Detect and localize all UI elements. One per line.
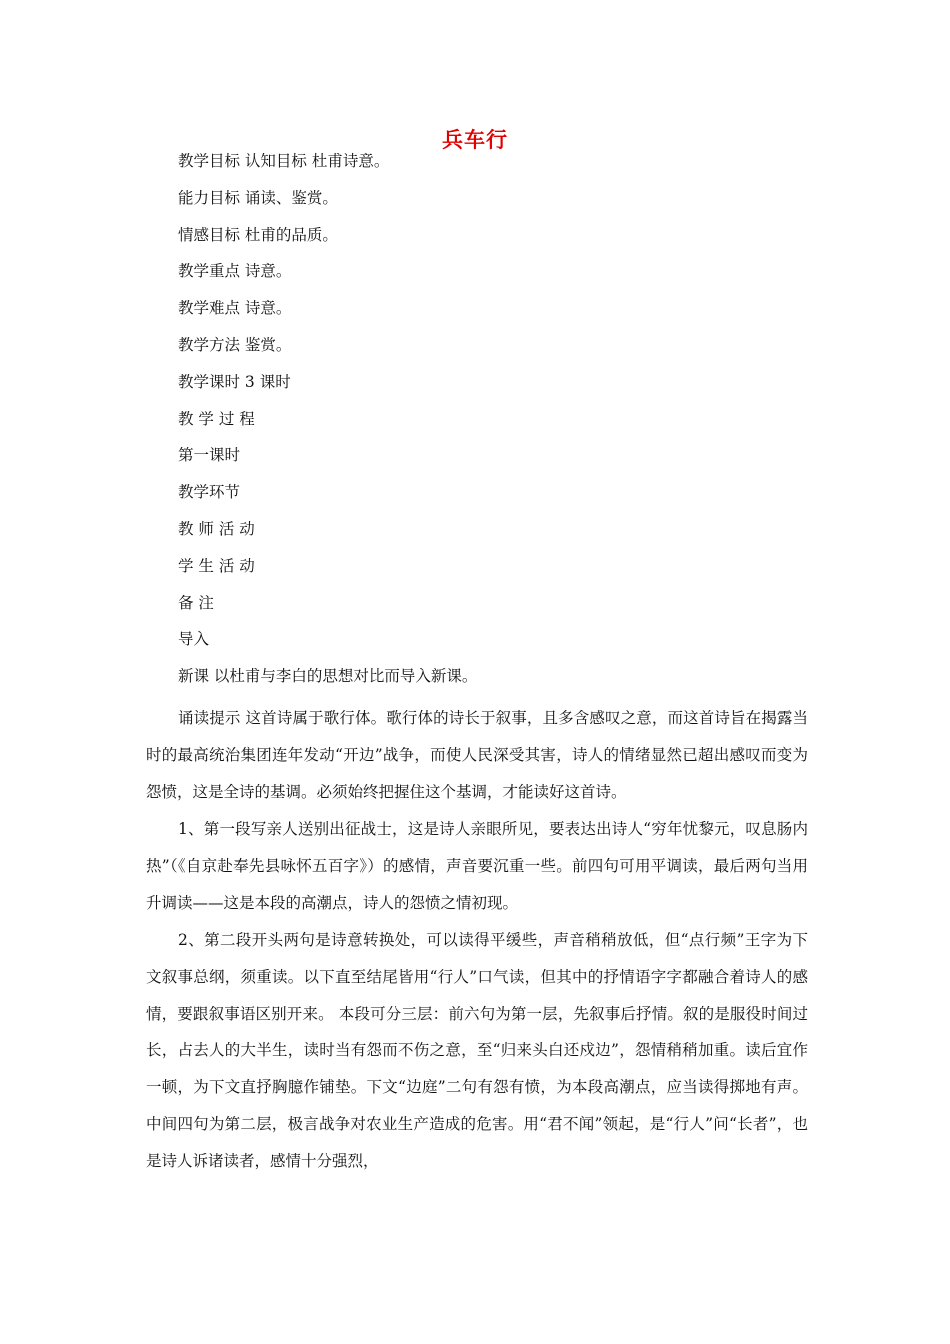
line-emotion-goal: 情感目标 杜甫的品质。 [178, 225, 338, 244]
line-first-lesson: 第一课时 [178, 446, 241, 465]
line-intro: 导入 [178, 630, 210, 649]
line-new-lesson: 新课 以杜甫与李白的思想对比而导入新课。 [178, 667, 478, 686]
line-step: 教学环节 [178, 483, 241, 502]
line-teacher-activity: 教 师 活 动 [178, 519, 255, 538]
line-notes: 备 注 [178, 593, 214, 612]
line-ability-goal: 能力目标 诵读、鉴赏。 [178, 188, 338, 207]
line-student-activity: 学 生 活 动 [178, 556, 255, 575]
paragraph-reading-tips: 诵读提示 这首诗属于歌行体。歌行体的诗长于叙事，且多含感叹之意，而这首诗旨在揭露当时的最高统治集团连年发动“开边”战争，而使人民深受其害，诗人的情绪显然已超出感叹而变为怨愤，这是全诗的基调。必须始终把握住这个基调，才能读好这首诗。 [146, 709, 808, 801]
document-title: 兵车行 [442, 127, 508, 152]
line-method: 教学方法 鉴赏。 [178, 335, 292, 354]
paragraph-section-2: 2、第二段开头两句是诗意转换处，可以读得平缓些，声音稍稍放低，但“点行频”王字为下文叙事总纲，须重读。以下直至结尾皆用“行人”口气读，但其中的抒情语字字都融合着诗人的感情，要跟叙事语区别开来。 本段可分三层：前六句为第一层，先叙事后抒情。叙的是服役时间过长，占去人的大半生，读时当有怨而不伤之意，至“归来头白还戍边”，怨情稍稍加重。读后宜作一顿，为下文直抒胸臆作铺垫。下文“边庭”二句有怨有愤，为本段高潮点，应当读得掷地有声。中间四句为第二层，极言战争对农业生产造成的危害。用“君不闻”领起，是“行人”问“长者”，也是诗人诉诸读者，感情十分强烈， [146, 931, 808, 1170]
paragraph-section-1: 1、第一段写亲人送别出征战士，这是诗人亲眼所见，要表达出诗人“穷年忧黎元，叹息肠内热”（《自京赴奉先县咏怀五百字》）的感情，声音要沉重一些。前四句可用平调读，最后两句当用升调读——这是本段的高潮点，诗人的怨愤之情初现。 [146, 820, 808, 912]
line-teaching-goal: 教学目标 认知目标 杜甫诗意。 [178, 152, 390, 170]
line-key-point: 教学重点 诗意。 [178, 262, 292, 281]
lesson-plan-lines [178, 150, 818, 702]
line-class-hours: 教学课时 3 课时 [178, 372, 291, 391]
line-difficult-point: 教学难点 诗意。 [178, 299, 292, 318]
line-process: 教 学 过 程 [178, 409, 255, 428]
